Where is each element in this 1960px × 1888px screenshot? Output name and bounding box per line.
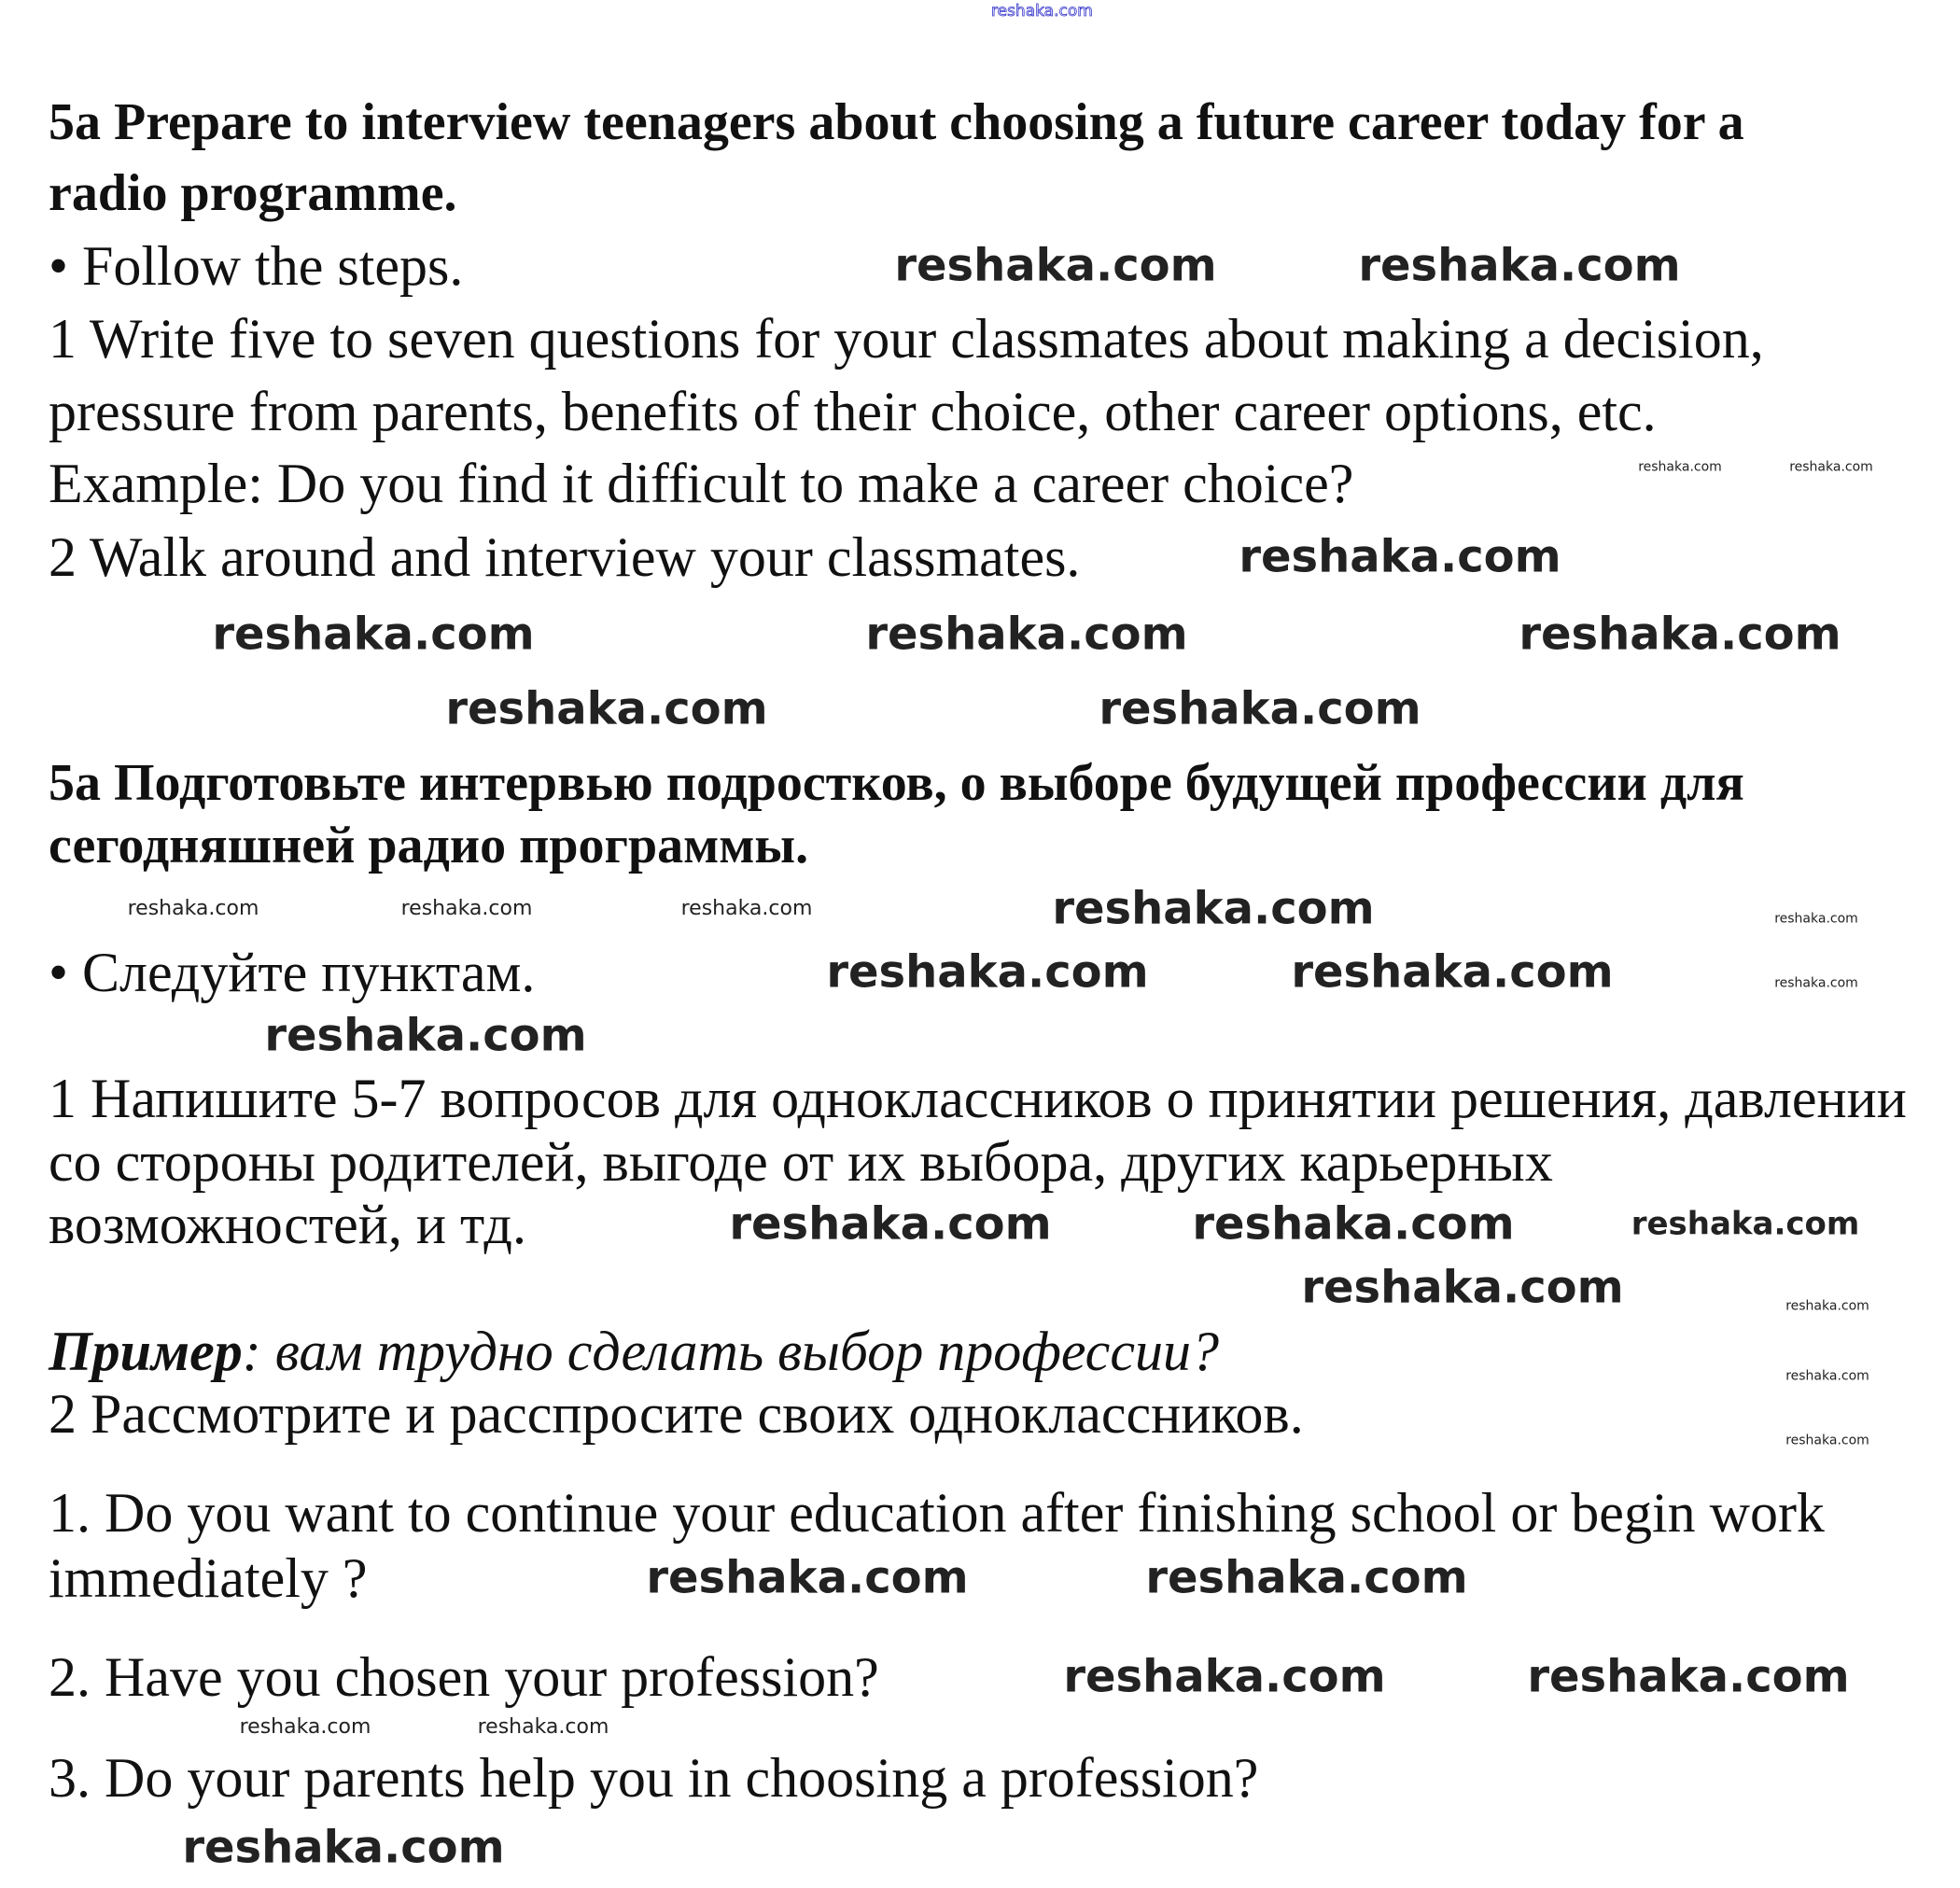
watermark: reshaka.com: [1052, 882, 1375, 935]
watermark: reshaka.com: [127, 896, 259, 920]
watermark: reshaka.com: [212, 608, 535, 661]
english-step1-line2: pressure from parents, benefits of their choice, other career options, etc.: [49, 381, 1657, 442]
watermark: reshaka.com: [1519, 608, 1841, 661]
russian-example: [49, 1319, 1219, 1384]
watermark: reshaka.com: [445, 682, 768, 735]
watermark: reshaka.com: [1789, 459, 1873, 475]
watermark: reshaka.com: [1291, 945, 1614, 999]
watermark: reshaka.com: [894, 239, 1217, 292]
russian-title-line1: 5a Подготовьте интервью подростков, о выборе будущей профессии для: [49, 754, 1744, 812]
site-link[interactable]: reshaka.com: [991, 2, 1093, 21]
english-title-line1: 5a Prepare to interview teenagers about choosing a future career today for a: [49, 93, 1744, 151]
watermark: reshaka.com: [1099, 682, 1421, 735]
watermark: reshaka.com: [646, 1551, 969, 1604]
watermark: reshaka.com: [1774, 975, 1858, 991]
english-step2: 2 Walk around and interview your classmates.: [49, 526, 1081, 588]
watermark: reshaka.com: [865, 608, 1188, 661]
watermark: reshaka.com: [1527, 1650, 1850, 1703]
watermark: reshaka.com: [477, 1714, 609, 1739]
russian-step1-line2: со стороны родителей, выгоде от их выбора, других карьерных: [49, 1131, 1553, 1193]
watermark: reshaka.com: [1785, 1368, 1869, 1384]
watermark: reshaka.com: [1785, 1298, 1869, 1314]
answer-q2: 2. Have you chosen your profession?: [49, 1646, 879, 1708]
watermark: reshaka.com: [400, 896, 533, 920]
english-step1-line1: 1 Write five to seven questions for your classmates about making a decision,: [49, 308, 1764, 370]
english-bullet: • Follow the steps.: [49, 235, 464, 297]
watermark: reshaka.com: [1192, 1197, 1515, 1251]
answer-q1-line2: immediately ?: [49, 1547, 368, 1609]
russian-step2: 2 Рассмотрите и расспросите своих одноклассников.: [49, 1383, 1304, 1445]
watermark: reshaka.com: [1063, 1650, 1386, 1703]
watermark: reshaka.com: [239, 1714, 371, 1739]
watermark: reshaka.com: [182, 1821, 505, 1874]
answer-q3: 3. Do your parents help you in choosing a profession?: [49, 1747, 1259, 1809]
english-title-line2: radio programme.: [49, 164, 457, 222]
answer-q1-line1: 1. Do you want to continue your education after finishing school or begin work: [49, 1482, 1825, 1544]
russian-title-line2: сегодняшней радио программы.: [49, 817, 809, 874]
watermark: reshaka.com: [826, 945, 1149, 999]
watermark: reshaka.com: [1145, 1551, 1468, 1604]
watermark: reshaka.com: [729, 1197, 1052, 1251]
watermark: reshaka.com: [1301, 1261, 1624, 1314]
watermark: reshaka.com: [1631, 1205, 1860, 1243]
watermark: reshaka.com: [1638, 459, 1722, 475]
english-example: Example: Do you find it difficult to make a career choice?: [49, 453, 1354, 514]
russian-bullet: • Следуйте пунктам.: [49, 942, 536, 1003]
watermark: reshaka.com: [1239, 530, 1561, 583]
russian-example-text: : вам трудно сделать выбор профессии?: [242, 1321, 1219, 1382]
russian-step1-line3: возможностей, и тд.: [49, 1194, 526, 1255]
watermark: reshaka.com: [264, 1009, 587, 1062]
watermark: reshaka.com: [680, 896, 813, 920]
russian-step1-line1: 1 Напишите 5-7 вопросов для одноклассников о принятии решения, давлении: [49, 1068, 1907, 1129]
watermark: reshaka.com: [1785, 1433, 1869, 1448]
russian-example-label: Пример: [49, 1321, 243, 1382]
watermark: reshaka.com: [1358, 239, 1681, 292]
watermark: reshaka.com: [1774, 911, 1858, 927]
